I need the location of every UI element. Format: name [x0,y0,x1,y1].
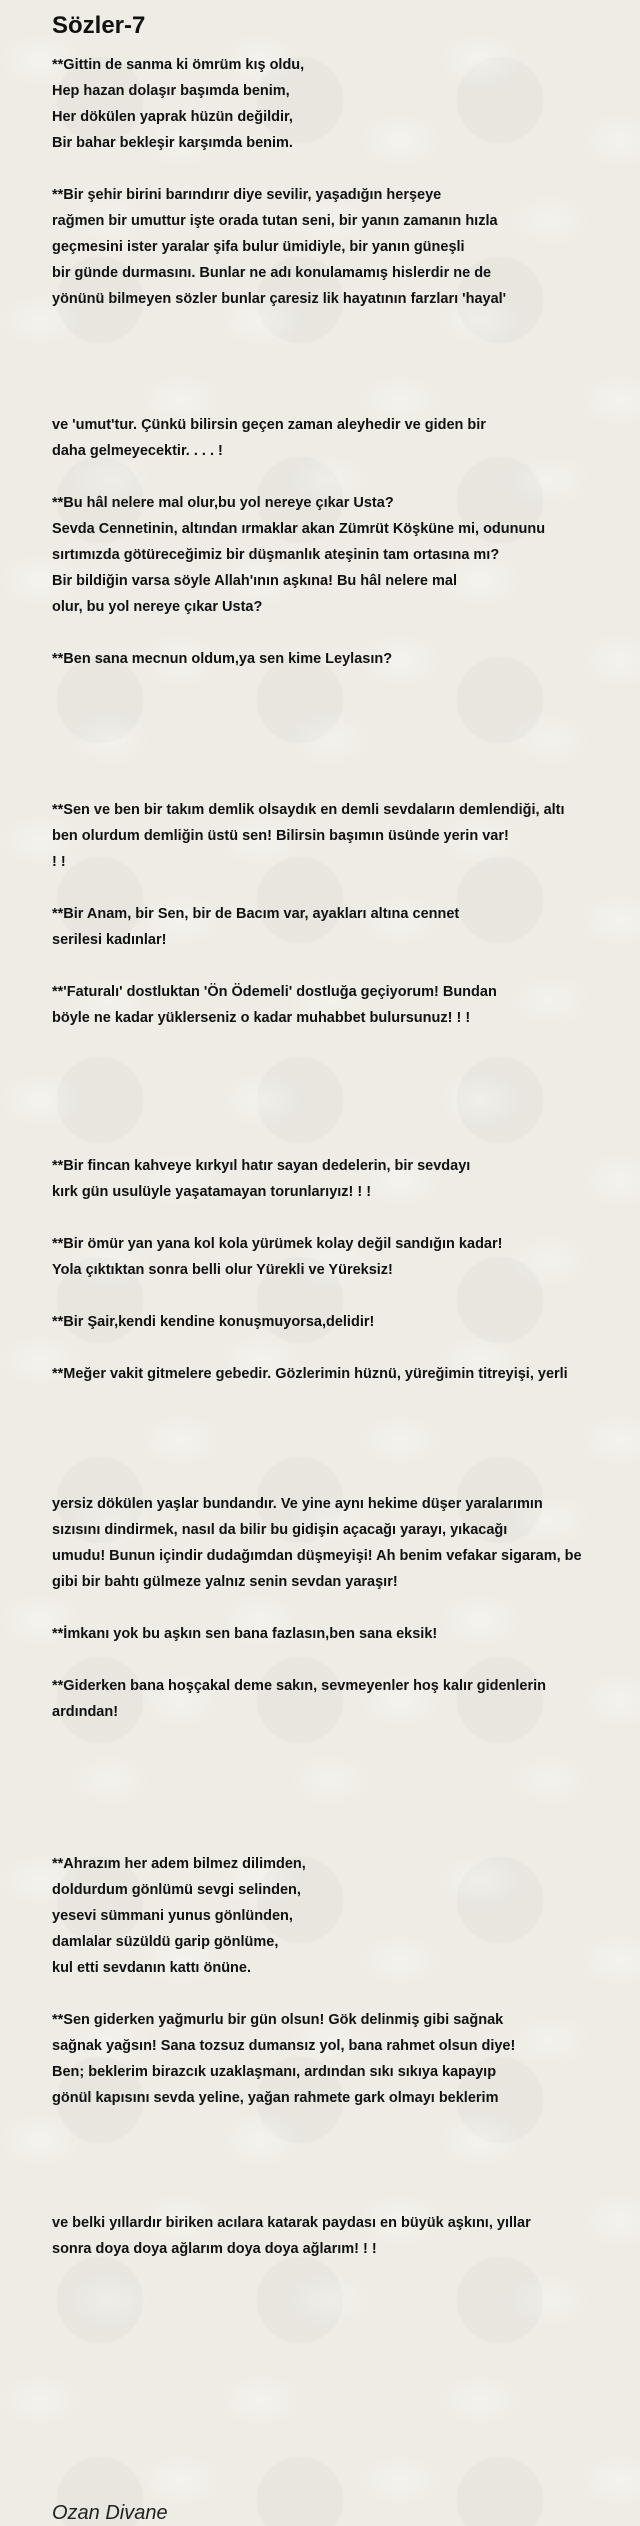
text-line: yersiz dökülen yaşlar bundandır. Ve yine aynı hekime düşer yaralarımın [52,1496,543,1512]
text-line: geçmesini ister yaralar şifa bulur ümidiyle, bir yanın güneşli [52,239,465,255]
paragraph [52,412,486,464]
text-line: **Bir Şair,kendi kendine konuşmuyorsa,delidir! [52,1314,375,1330]
text-line: ve belki yıllardır biriken acılara katarak paydası en büyük aşkını, yıllar [52,2215,531,2231]
paragraph [52,1361,568,1387]
text-line: **Bir fincan kahveye kırkyıl hatır sayan dedelerin, bir sevdayı [52,1158,471,1174]
text-line: olur, bu yol nereye çıkar Usta? [52,599,263,615]
text-line: **İmkanı yok bu aşkın sen bana fazlasın,ben sana eksik! [52,1626,438,1642]
text-line: rağmen bir umuttur işte orada tutan seni, bir yanın zamanın hızla [52,213,498,229]
paragraph [52,979,497,1031]
text-line: kırk gün usulüyle yaşatamayan torunlarıyız! ! ! [52,1184,372,1200]
text-line: yesevi sümmani yunus gönlünden, [52,1908,293,1924]
text-line: sonra doya doya ağlarım doya doya ağlarım! ! ! [52,2241,377,2257]
text-line: Her dökülen yaprak hüzün değildir, [52,109,293,125]
text-line: Yola çıktıktan sonra belli olur Yürekli ve Yüreksiz! [52,1262,393,1278]
paragraph [52,2007,515,2111]
text-line: **Bir şehir birini barındırır diye sevilir, yaşadığın herşeye [52,187,442,203]
text-line: Hep hazan dolaşır başımda benim, [52,83,290,99]
text-line: ben olurdum demliğin üstü sen! Bilirsin başımın üsünde yerin var! [52,828,509,844]
text-line: **Giderken bana hoşçakal deme sakın, sevmeyenler hoş kalır gidenlerin [52,1678,547,1694]
text-line: **Sen ve ben bir takım demlik olsaydık en demli sevdaların demlendiği, altı [52,802,565,818]
text-line: Ben; beklerim birazcık uzaklaşmanı, ardından sıkı sıkıya kapayıp [52,2064,497,2080]
paragraph [52,182,506,312]
paragraph [52,1621,437,1647]
text-line: gibi bir bahtı gülmeze yalnız senin sevdan yaraşır! [52,1574,398,1590]
paragraph [52,490,545,620]
text-line: yönünü bilmeyen sözler bunlar çaresiz lik hayatının farzları 'hayal' [52,291,507,307]
text-line: Bir bahar bekleşir karşımda benim. [52,135,293,151]
text-line: umudu! Bunun içindir dudağımdan düşmeyişi! Ah benim vefakar sigaram, be [52,1548,582,1564]
text-line: **Meğer vakit gitmelere gebedir. Gözlerimin hüznü, yüreğimin titreyişi, yerli [52,1366,568,1382]
paragraph [52,1153,470,1205]
paragraph [52,1309,374,1335]
text-line: **Bir Anam, bir Sen, bir de Bacım var, ayakları altına cennet [52,906,460,922]
text-line: kul etti sevdanın kattı önüne. [52,1960,252,1976]
text-line: sağnak yağsın! Sana tozsuz dumansız yol, bana rahmet olsun diye! [52,2038,516,2054]
paragraph [52,2210,531,2262]
text-line: sızısını dindirmek, nasıl da bilir bu gidişin açacağı yarayı, yıkacağı [52,1522,508,1538]
text-line: Bir bildiğin varsa söyle Allah'ının aşkına! Bu hâl nelere mal [52,573,458,589]
paragraph [52,1673,546,1725]
text-line: **Sen giderken yağmurlu bir gün olsun! Gök delinmiş gibi sağnak [52,2012,504,2028]
text-line: gönül kapısını sevda yeline, yağan rahmete gark olmayı beklerim [52,2090,499,2106]
text-line: Sevda Cennetinin, altından ırmaklar akan Zümrüt Köşküne mi, odununu [52,521,546,537]
text-line: bir günde durmasını. Bunlar ne adı konulamamış hislerdir ne de [52,265,492,281]
text-line: **'Faturalı' dostluktan 'Ön Ödemeli' dostluğa geçiyorum! Bundan [52,984,497,1000]
page-title: Sözler-7 [52,12,146,39]
text-line: böyle ne kadar yüklerseniz o kadar muhabbet bulursunuz! ! ! [52,1010,471,1026]
text-line: **Bir ömür yan yana kol kola yürümek kolay değil sandığın kadar! [52,1236,503,1252]
text-line: daha gelmeyecektir. . . . ! [52,443,223,459]
text-line: **Gittin de sanma ki ömrüm kış oldu, [52,57,305,73]
paragraph [52,646,392,672]
text-line: sırtımızda götüreceğimiz bir düşmanlık ateşinin tam ortasına mı? [52,547,500,563]
paragraph [52,1231,502,1283]
paragraph [52,901,459,953]
text-line: **Ben sana mecnun oldum,ya sen kime Leylasın? [52,651,393,667]
paragraph [52,1851,306,1981]
text-line: ve 'umut'tur. Çünkü bilirsin geçen zaman aleyhedir ve giden bir [52,417,486,433]
text-line: ! ! [52,854,66,870]
text-line: damlalar süzüldü garip gönlüme, [52,1934,279,1950]
text-line: doldurdum gönlümü sevgi selinden, [52,1882,301,1898]
paragraph [52,1491,582,1595]
author-signature: Ozan Divane [52,2502,168,2524]
paragraph [52,52,304,156]
text-line: ardından! [52,1704,119,1720]
text-line: **Ahrazım her adem bilmez dilimden, [52,1856,306,1872]
text-line: **Bu hâl nelere mal olur,bu yol nereye çıkar Usta? [52,495,394,511]
text-line: serilesi kadınlar! [52,932,167,948]
paragraph [52,797,565,875]
